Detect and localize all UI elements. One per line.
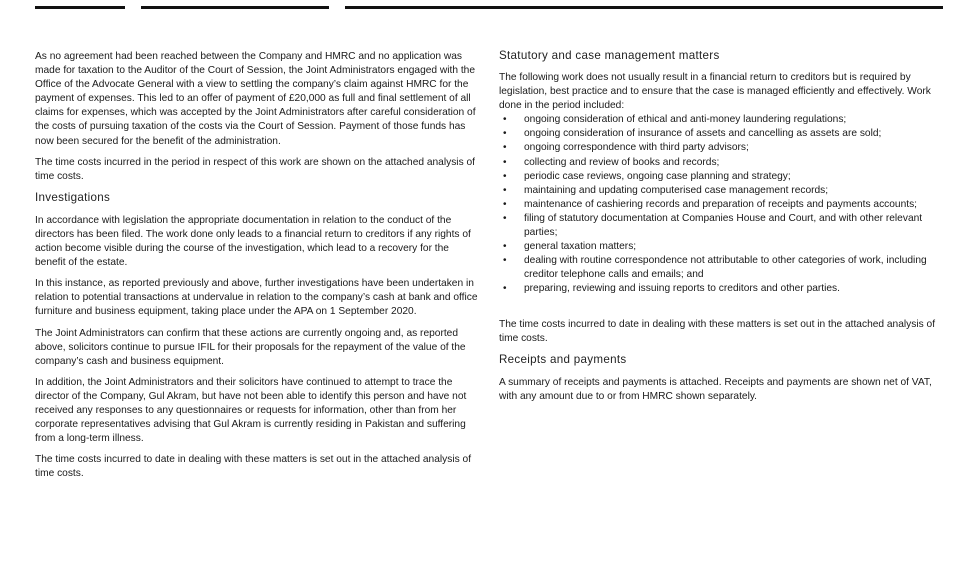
receipts-payments-heading: Receipts and payments	[499, 352, 627, 366]
list-item: • ongoing consideration of insurance of assets and cancelling as assets are sold;	[499, 127, 947, 141]
investigation-paragraph-2: In this instance, as reported previously and above, further investigations have been undertaken in relation to potential transactions at undervalue in relation to the company’s cash at bank and office furniture and business equipment, taking place under the APA on 1 September 2020.	[35, 278, 478, 318]
list-item: • dealing with routine correspondence not attributable to other categories of work, including creditor telephone calls and emails; and	[499, 254, 947, 282]
header-rule-1	[35, 6, 125, 9]
header-rule-3	[345, 6, 943, 9]
statutory-time-costs-paragraph: The time costs incurred to date in dealing with these matters is set out in the attached analysis of time costs.	[499, 318, 936, 344]
list-item: • ongoing consideration of ethical and anti-money laundering regulations;	[499, 113, 947, 127]
list-item: • collecting and review of books and records;	[499, 156, 947, 170]
left-column	[35, 50, 482, 488]
receipts-payments-paragraph: A summary of receipts and payments is attached. Receipts and payments are shown net of VAT, with any amount due to or from HMRC shown separately.	[499, 376, 932, 402]
investigation-paragraph-3: The Joint Administrators can confirm that these actions are currently ongoing and, as reported above, solicitors continue to pursue IFIL for their proposals for the repayment of the value of the company’s cash and business equipment.	[35, 327, 466, 367]
time-costs-paragraph: The time costs incurred in the period in respect of this work are shown on the attached analysis of time costs.	[35, 156, 475, 182]
list-item: • preparing, reviewing and issuing reports to creditors and other parties.	[499, 282, 947, 296]
statutory-heading: Statutory and case management matters	[499, 49, 720, 62]
list-item: • periodic case reviews, ongoing case planning and strategy;	[499, 170, 947, 184]
investigations-heading: Investigations	[35, 190, 111, 204]
list-item: • maintenance of cashiering records and preparation of receipts and payments accounts;	[499, 198, 947, 212]
right-column	[499, 50, 947, 411]
settlement-paragraph: As no agreement had been reached between the Company and HMRC and no application was made for taxation to the Auditor of the Court of Session, the Joint Administrators engaged with the Office of the Advocate General with a view to settling the company’s claim against HMRC for the payment of expenses. This led to an offer of payment of £20,000 as full and final settlement of all claims for expenses, which was accepted by the Joint Administrators after careful consideration of the costs of pursuing taxation of the costs via the Court of Session. Payment of those funds has now been secured for the benefit of the administration.	[35, 51, 476, 147]
investigation-time-costs-paragraph: The time costs incurred to date in dealing with these matters is set out in the attached analysis of time costs.	[35, 454, 472, 480]
work-done-list	[499, 113, 947, 296]
list-item: • filing of statutory documentation at Companies House and Court, and with other relevant parties;	[499, 212, 947, 240]
investigation-paragraph-1: In accordance with legislation the appropriate documentation in relation to the conduct of the directors has been filed. The work done only leads to a financial return to creditors if any rights of action become visible during the course of the investigation, which lead to a recovery for the benefit of the estate.	[35, 214, 471, 269]
header-rule-2	[141, 6, 329, 9]
statutory-intro-paragraph: The following work does not usually result in a financial return to creditors but is required by legislation, best practice and to ensure that the case is managed efficiently and effectively. Work done in the period included:	[499, 72, 931, 112]
list-item: • ongoing correspondence with third party advisors;	[499, 141, 947, 155]
investigation-paragraph-4: In addition, the Joint Administrators and their solicitors have continued to attempt to trace the director of the Company, Gul Akram, but have not been able to identify this person and have not received any responses to any questionnaires or requests for information, other than from her corporate representatives advising that Gul Akram is currently residing in Pakistan and suffering from a long-term illness.	[35, 376, 467, 445]
list-item: • general taxation matters;	[499, 240, 947, 254]
list-item: • maintaining and updating computerised case management records;	[499, 184, 947, 198]
